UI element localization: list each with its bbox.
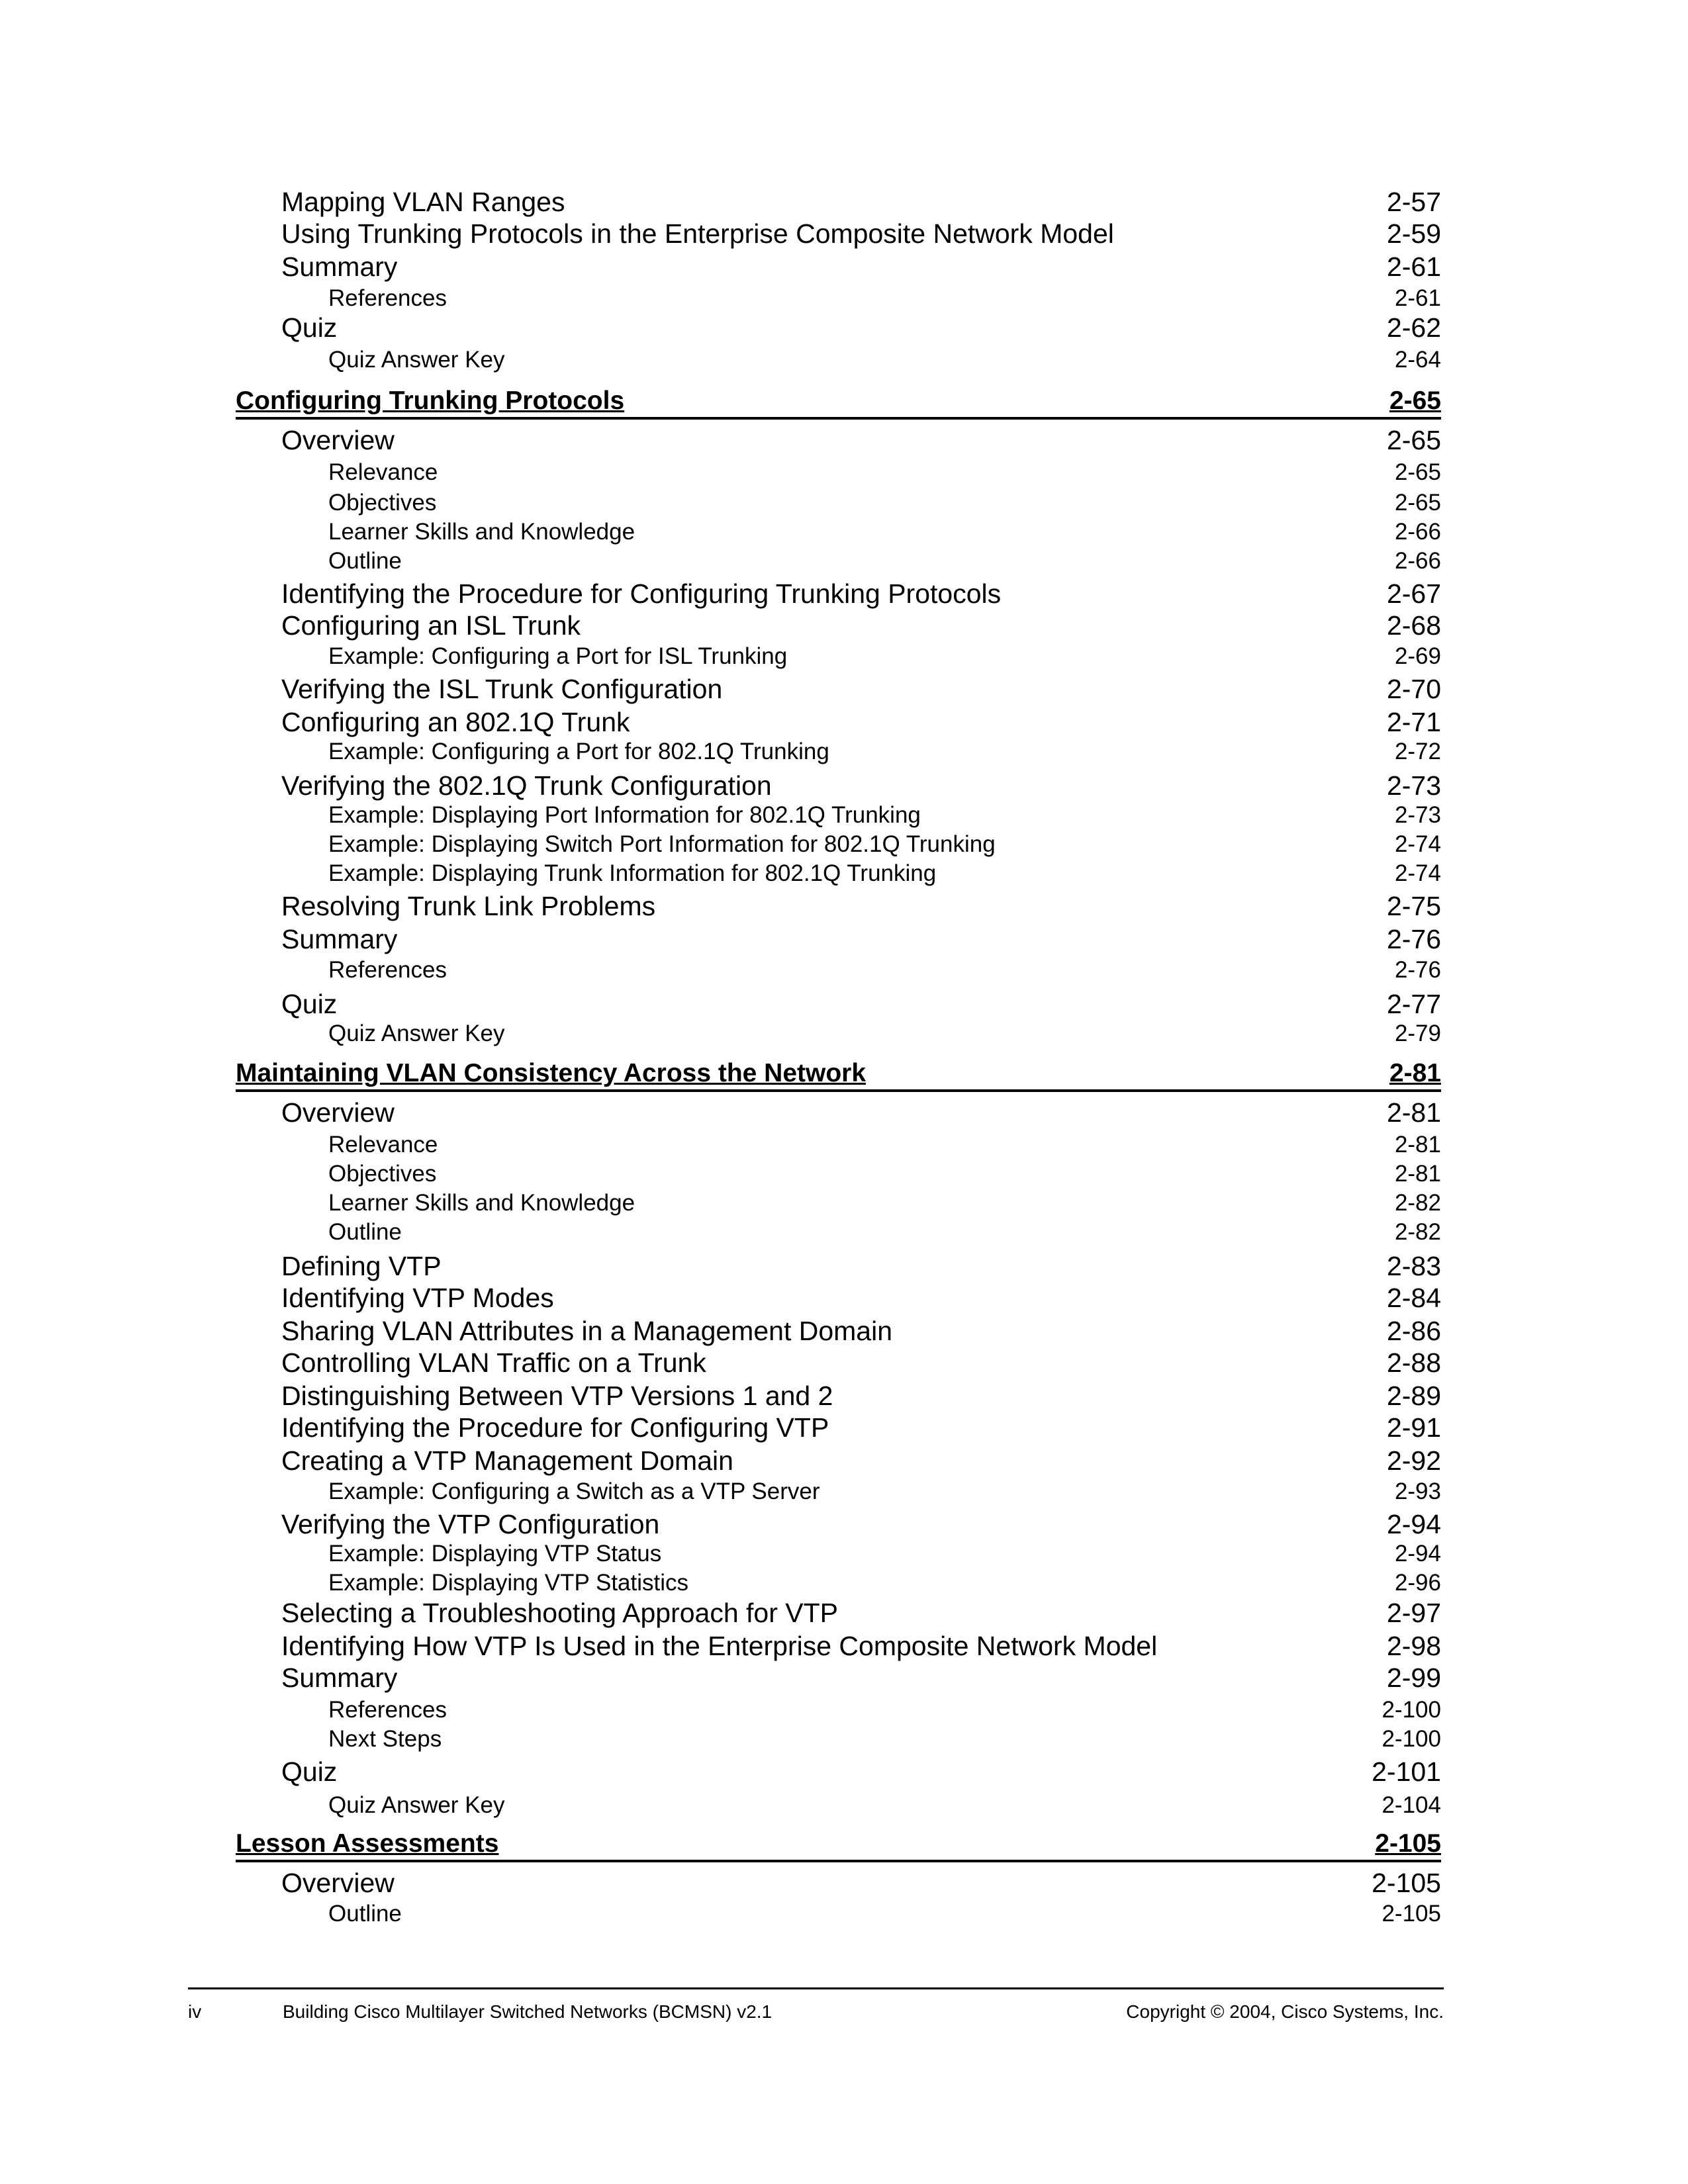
toc-entry-title: Relevance [328, 459, 438, 485]
toc-entry-title: References [328, 285, 447, 311]
toc-entry-page: 2-74 [1394, 860, 1441, 886]
toc-entry-title: Lesson Assessments [236, 1829, 499, 1858]
toc-entry-page: 2-99 [1386, 1662, 1441, 1693]
toc-entry-title: Example: Configuring a Port for ISL Trunking [328, 643, 788, 669]
toc-entry-title: Summary [281, 1662, 398, 1693]
toc-section-heading [236, 1829, 1441, 1862]
toc-entry-page: 2-101 [1372, 1756, 1441, 1787]
toc-entry-title: Quiz [281, 312, 338, 343]
toc-entry [328, 1697, 1441, 1723]
toc-entry-page: 2-81 [1386, 1097, 1441, 1128]
toc-entry-title: Distinguishing Between VTP Versions 1 and 2 [281, 1381, 833, 1411]
toc-entry-title: Example: Displaying VTP Statistics [328, 1570, 689, 1596]
toc-entry-title: Identifying How VTP Is Used in the Enterprise Composite Network Model [281, 1631, 1158, 1661]
toc-entry-title: Configuring an ISL Trunk [281, 610, 581, 641]
toc-entry-title: Defining VTP [281, 1251, 442, 1281]
toc-entry-page: 2-76 [1386, 924, 1441, 954]
toc-entry-title: Overview [281, 1097, 395, 1128]
toc-entry [281, 425, 1441, 456]
toc-entry [328, 860, 1441, 887]
toc-entry-page: 2-92 [1386, 1445, 1441, 1476]
toc-entry [281, 218, 1441, 250]
toc-entry-title: Example: Displaying Trunk Information for 802.1Q Trunking [328, 860, 937, 886]
toc-entry-title: Maintaining VLAN Consistency Across the Network [236, 1059, 867, 1087]
toc-entry-title: Quiz Answer Key [328, 1021, 505, 1046]
toc-entry-page: 2-73 [1394, 802, 1441, 828]
toc-entry-page: 2-97 [1386, 1598, 1441, 1628]
toc-entry-page: 2-98 [1386, 1631, 1441, 1661]
toc-entry-title: Summary [281, 251, 398, 282]
toc-entry-page: 2-91 [1386, 1412, 1441, 1443]
toc-entry-title: Configuring Trunking Protocols [236, 387, 625, 415]
toc-entry [281, 1445, 1441, 1477]
toc-entry [281, 1631, 1441, 1662]
toc-entry [328, 1219, 1441, 1246]
toc-entry-title: Quiz [281, 989, 338, 1019]
toc-entry-title: Example: Displaying VTP Status [328, 1541, 662, 1567]
toc-entry [281, 989, 1441, 1020]
toc-entry [281, 674, 1441, 705]
toc-entry-page: 2-93 [1394, 1479, 1441, 1504]
toc-entry-title: Example: Displaying Port Information for 802.1Q Trunking [328, 802, 921, 828]
toc-entry-title: Configuring an 802.1Q Trunk [281, 707, 630, 737]
toc-entry-page: 2-104 [1382, 1792, 1441, 1818]
toc-entry-page: 2-82 [1394, 1190, 1441, 1216]
toc-entry-page: 2-81 [1394, 1161, 1441, 1187]
footer-book-title: Building Cisco Multilayer Switched Networks (BCMSN) v2.1 [283, 2001, 773, 2022]
toc-entry-page: 2-100 [1382, 1697, 1441, 1723]
toc-entry-title: Quiz [281, 1756, 338, 1787]
toc-entry [281, 1756, 1441, 1788]
toc-entry [281, 1097, 1441, 1128]
toc-entry [328, 957, 1441, 983]
toc-entry [281, 1412, 1441, 1443]
toc-entry-page: 2-79 [1394, 1021, 1441, 1046]
toc-entry [328, 643, 1441, 670]
toc-entry [328, 1190, 1441, 1216]
toc-entry [328, 285, 1441, 312]
toc-entry-title: Resolving Trunk Link Problems [281, 891, 656, 921]
toc-entry-title: Overview [281, 1868, 395, 1898]
toc-section-heading [236, 1059, 1441, 1092]
toc-entry [281, 1598, 1441, 1629]
toc-entry [328, 1726, 1441, 1752]
toc-entry-page: 2-83 [1386, 1251, 1441, 1281]
toc-entry [328, 1541, 1441, 1567]
toc-entry-page: 2-105 [1372, 1868, 1441, 1898]
toc-entry-title: References [328, 1697, 447, 1723]
toc-entry-page: 2-94 [1394, 1541, 1441, 1567]
toc-entry-page: 2-72 [1394, 739, 1441, 764]
toc-entry-page: 2-66 [1394, 519, 1441, 545]
toc-entry [328, 1901, 1441, 1927]
toc-entry [328, 490, 1441, 516]
toc-entry [281, 1347, 1441, 1379]
toc-entry-page: 2-86 [1386, 1316, 1441, 1346]
toc-entry [328, 1132, 1441, 1158]
toc-entry-page: 2-84 [1386, 1283, 1441, 1313]
toc-entry [281, 187, 1441, 218]
toc-entry-title: Example: Configuring a Switch as a VTP Server [328, 1479, 820, 1504]
toc-entry-title: Quiz Answer Key [328, 1792, 505, 1818]
toc-entry-title: Next Steps [328, 1726, 442, 1752]
toc-entry-page: 2-88 [1386, 1347, 1441, 1378]
toc-entry-title: Learner Skills and Knowledge [328, 1190, 635, 1216]
toc-entry-page: 2-65 [1394, 490, 1441, 516]
toc-entry-page: 2-68 [1386, 610, 1441, 641]
toc-entry-page: 2-76 [1394, 957, 1441, 983]
toc-entry-page: 2-74 [1394, 831, 1441, 857]
toc-entry-title: Example: Configuring a Port for 802.1Q Trunking [328, 739, 829, 764]
toc-entry [281, 1381, 1441, 1412]
toc-entry-title: Outline [328, 1901, 402, 1927]
toc-entry-page: 2-96 [1394, 1570, 1441, 1596]
toc-entry [328, 831, 1441, 858]
toc-entry-title: Verifying the 802.1Q Trunk Configuration [281, 770, 772, 801]
toc-entry-page: 2-59 [1386, 218, 1441, 249]
toc-entry-page: 2-66 [1394, 548, 1441, 574]
toc-entry [328, 1479, 1441, 1505]
toc-entry-page: 2-77 [1386, 989, 1441, 1019]
toc-entry [328, 739, 1441, 765]
toc-entry-page: 2-75 [1386, 891, 1441, 921]
footer-copyright: Copyright © 2004, Cisco Systems, Inc. [1126, 2001, 1444, 2022]
toc-entry-page: 2-65 [1394, 459, 1441, 485]
toc-entry-page: 2-57 [1386, 187, 1441, 217]
toc-entry-title: Verifying the VTP Configuration [281, 1509, 660, 1539]
toc-entry-title: Overview [281, 425, 395, 455]
toc-entry-page: 2-81 [1389, 1059, 1441, 1087]
toc-entry-page: 2-64 [1394, 347, 1441, 373]
toc-entry [281, 924, 1441, 955]
toc-entry [281, 312, 1441, 343]
toc-entry-title: Selecting a Troubleshooting Approach for VTP [281, 1598, 839, 1628]
toc-entry-title: Quiz Answer Key [328, 347, 505, 373]
toc-entry-page: 2-69 [1394, 643, 1441, 669]
toc-entry [281, 1868, 1441, 1899]
toc-entry-page: 2-105 [1375, 1829, 1441, 1858]
toc-entry-title: Identifying the Procedure for Configuring VTP [281, 1412, 829, 1443]
toc-entry-title: Identifying VTP Modes [281, 1283, 554, 1313]
toc-entry-title: Summary [281, 924, 398, 954]
toc-entry-page: 2-94 [1386, 1509, 1441, 1539]
toc-entry-title: Controlling VLAN Traffic on a Trunk [281, 1347, 706, 1378]
toc-entry-title: Outline [328, 1219, 402, 1245]
toc-entry-page: 2-105 [1382, 1901, 1441, 1927]
toc-entry [281, 1509, 1441, 1540]
toc-entry [281, 1662, 1441, 1694]
toc-entry [328, 1021, 1441, 1047]
toc-entry [328, 1792, 1441, 1819]
toc-entry-page: 2-81 [1394, 1132, 1441, 1158]
toc-entry-title: Relevance [328, 1132, 438, 1158]
toc-entry [281, 1283, 1441, 1314]
toc-entry-page: 2-82 [1394, 1219, 1441, 1245]
toc-entry-page: 2-100 [1382, 1726, 1441, 1752]
toc-entry [281, 610, 1441, 641]
toc-entry-title: Mapping VLAN Ranges [281, 187, 565, 217]
toc-entry-page: 2-61 [1394, 285, 1441, 311]
toc-entry [281, 770, 1441, 801]
toc-entry [328, 1570, 1441, 1596]
toc-entry-page: 2-67 [1386, 578, 1441, 609]
toc-entry [328, 459, 1441, 486]
footer-page-number: iv [188, 2001, 202, 2022]
toc-entry-title: Example: Displaying Switch Port Information for 802.1Q Trunking [328, 831, 996, 857]
toc-entry-page: 2-62 [1386, 312, 1441, 343]
toc-entry-page: 2-89 [1386, 1381, 1441, 1411]
toc-entry-title: Using Trunking Protocols in the Enterprise Composite Network Model [281, 218, 1114, 249]
toc-entry [328, 802, 1441, 829]
toc-entry-title: Verifying the ISL Trunk Configuration [281, 674, 723, 704]
toc-section-heading [236, 387, 1441, 420]
footer-rule [188, 1987, 1444, 1989]
toc-entry [328, 347, 1441, 373]
toc-entry-title: Objectives [328, 1161, 437, 1187]
toc-entry-page: 2-61 [1386, 251, 1441, 282]
toc-entry-title: Objectives [328, 490, 437, 516]
toc-entry-title: Identifying the Procedure for Configuring Trunking Protocols [281, 578, 1002, 609]
toc-entry-page: 2-70 [1386, 674, 1441, 704]
toc-entry [281, 1316, 1441, 1347]
toc-entry-title: Creating a VTP Management Domain [281, 1445, 733, 1476]
toc-entry [281, 251, 1441, 283]
toc-entry-title: Sharing VLAN Attributes in a Management Domain [281, 1316, 893, 1346]
toc-entry-title: Outline [328, 548, 402, 574]
toc-entry-title: Learner Skills and Knowledge [328, 519, 635, 545]
toc-entry [281, 891, 1441, 922]
toc-entry [281, 707, 1441, 738]
toc-entry-page: 2-71 [1386, 707, 1441, 737]
toc-entry [328, 548, 1441, 574]
toc-entry [281, 578, 1441, 610]
toc-entry [281, 1251, 1441, 1282]
toc-entry [328, 1161, 1441, 1187]
toc-entry [328, 519, 1441, 545]
toc-entry-page: 2-73 [1386, 770, 1441, 801]
toc-entry-title: References [328, 957, 447, 983]
toc-entry-page: 2-65 [1386, 425, 1441, 455]
toc-entry-page: 2-65 [1389, 387, 1441, 415]
